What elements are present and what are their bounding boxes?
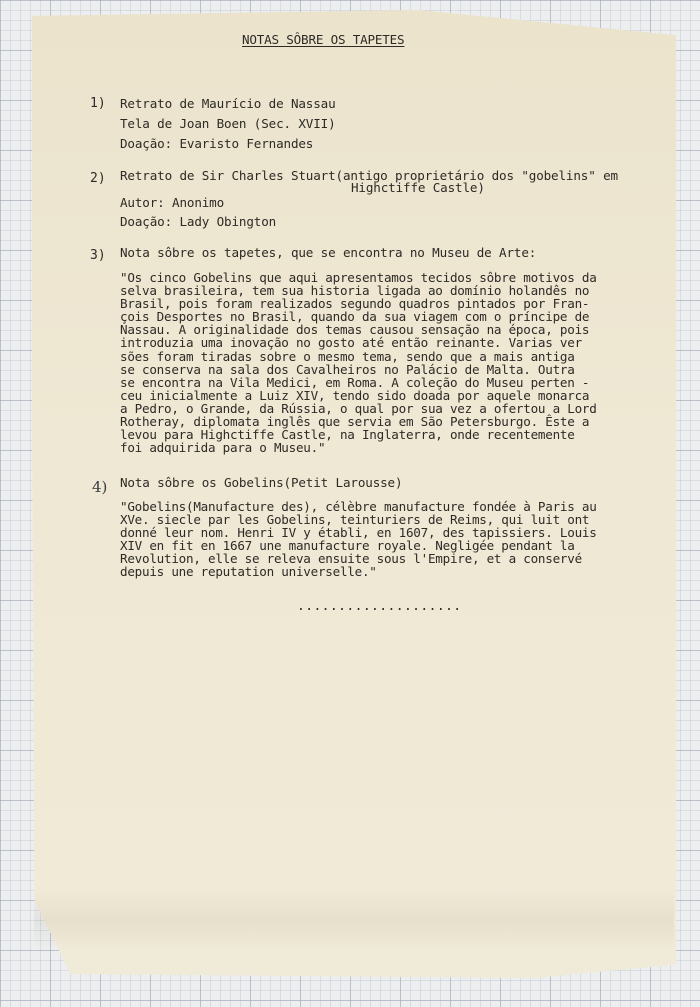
quote-line: se conserva na sala dos Cavalheiros no Palácio de Malta. Outra bbox=[120, 361, 575, 377]
item-2-line-4: Doação: Lady Obington bbox=[120, 214, 277, 229]
item-1-line-3: Doação: Evaristo Fernandes bbox=[120, 136, 314, 151]
item-4-number: 4) bbox=[92, 478, 108, 496]
quote-line: donné leur nom. Henri IV y établi, en 1607, des tapissiers. Louis bbox=[120, 525, 597, 541]
quote-line: sões foram tiradas sobre o mesmo tema, sendo que a mais antiga bbox=[120, 348, 575, 364]
quote-line: XIV en fit en 1667 une manufacture royale. Negligée pendant la bbox=[120, 538, 575, 554]
document-title: NOTAS SÔBRE OS TAPETES bbox=[242, 32, 405, 47]
item-2-line-1: Retrato de Sir Charles Stuart(antigo proprietário dos "gobelins" em bbox=[120, 168, 618, 183]
paper-fold bbox=[34, 890, 674, 950]
quote-line: Rotheray, diplomata inglês que servia em São Petersburgo. Êste a bbox=[120, 414, 590, 430]
item-4-heading: Nota sôbre os Gobelins(Petit Larousse) bbox=[120, 475, 403, 490]
quote-line: Revolution, elle se releva ensuite sous l'Empire, et a conservé bbox=[120, 551, 582, 567]
item-1-line-1: Retrato de Maurício de Nassau bbox=[120, 96, 336, 111]
quote-line: levou para Highctiffe Castle, na Inglaterra, onde recentemente bbox=[120, 427, 575, 443]
quote-line: a Pedro, o Grande, da Rússia, o qual por sua vez a ofertou a Lord bbox=[120, 400, 597, 416]
paper-sheet bbox=[32, 10, 676, 978]
item-2-number: 2) bbox=[90, 171, 106, 186]
quote-line: XVe. siecle par les Gobelins, teinturiers de Reims, qui luit ont bbox=[120, 512, 590, 528]
item-1-number: 1) bbox=[90, 96, 106, 111]
item-2-line-3: Autor: Anonimo bbox=[120, 195, 225, 210]
quote-line: "Os cinco Gobelins que aqui apresentamos tecidos sôbre motivos da bbox=[120, 270, 597, 285]
quote-line: Brasil, pois foram realizados segundo quadros pintados por Fran- bbox=[120, 296, 590, 312]
quote-line: Nassau. A originalidade dos temas causou sensação na época, pois bbox=[120, 322, 590, 338]
item-4-quote bbox=[120, 500, 597, 579]
item-3-number: 3) bbox=[90, 248, 106, 263]
quote-line: selva brasileira, tem sua historia ligada ao domínio holandês no bbox=[120, 283, 590, 299]
item-3-heading: Nota sôbre os tapetes, que se encontra no Museu de Arte: bbox=[120, 245, 537, 260]
item-1-line-2: Tela de Joan Boen (Sec. XVII) bbox=[120, 116, 336, 131]
item-2-line-2: Highctiffe Castle) bbox=[351, 180, 485, 195]
separator-dots: .................... bbox=[297, 599, 462, 614]
quote-line: foi adquirida para o Museu." bbox=[120, 440, 326, 456]
quote-line: introduzia uma inovação no gosto até então reinante. Varias ver bbox=[120, 335, 582, 351]
quote-line: çois Desportes no Brasil, quando da sua viagem com o príncipe de bbox=[120, 309, 590, 325]
quote-line: depuis une reputation universelle." bbox=[120, 564, 377, 580]
quote-line: "Gobelins(Manufacture des), célèbre manufacture fondée à Paris au bbox=[120, 499, 597, 514]
item-3-quote bbox=[120, 271, 597, 454]
quote-line: se encontra na Vila Medici, em Roma. A coleção do Museu perten - bbox=[120, 374, 590, 390]
quote-line: ceu inicialmente a Luiz XIV, tendo sido doada por aquele monarca bbox=[120, 387, 590, 403]
